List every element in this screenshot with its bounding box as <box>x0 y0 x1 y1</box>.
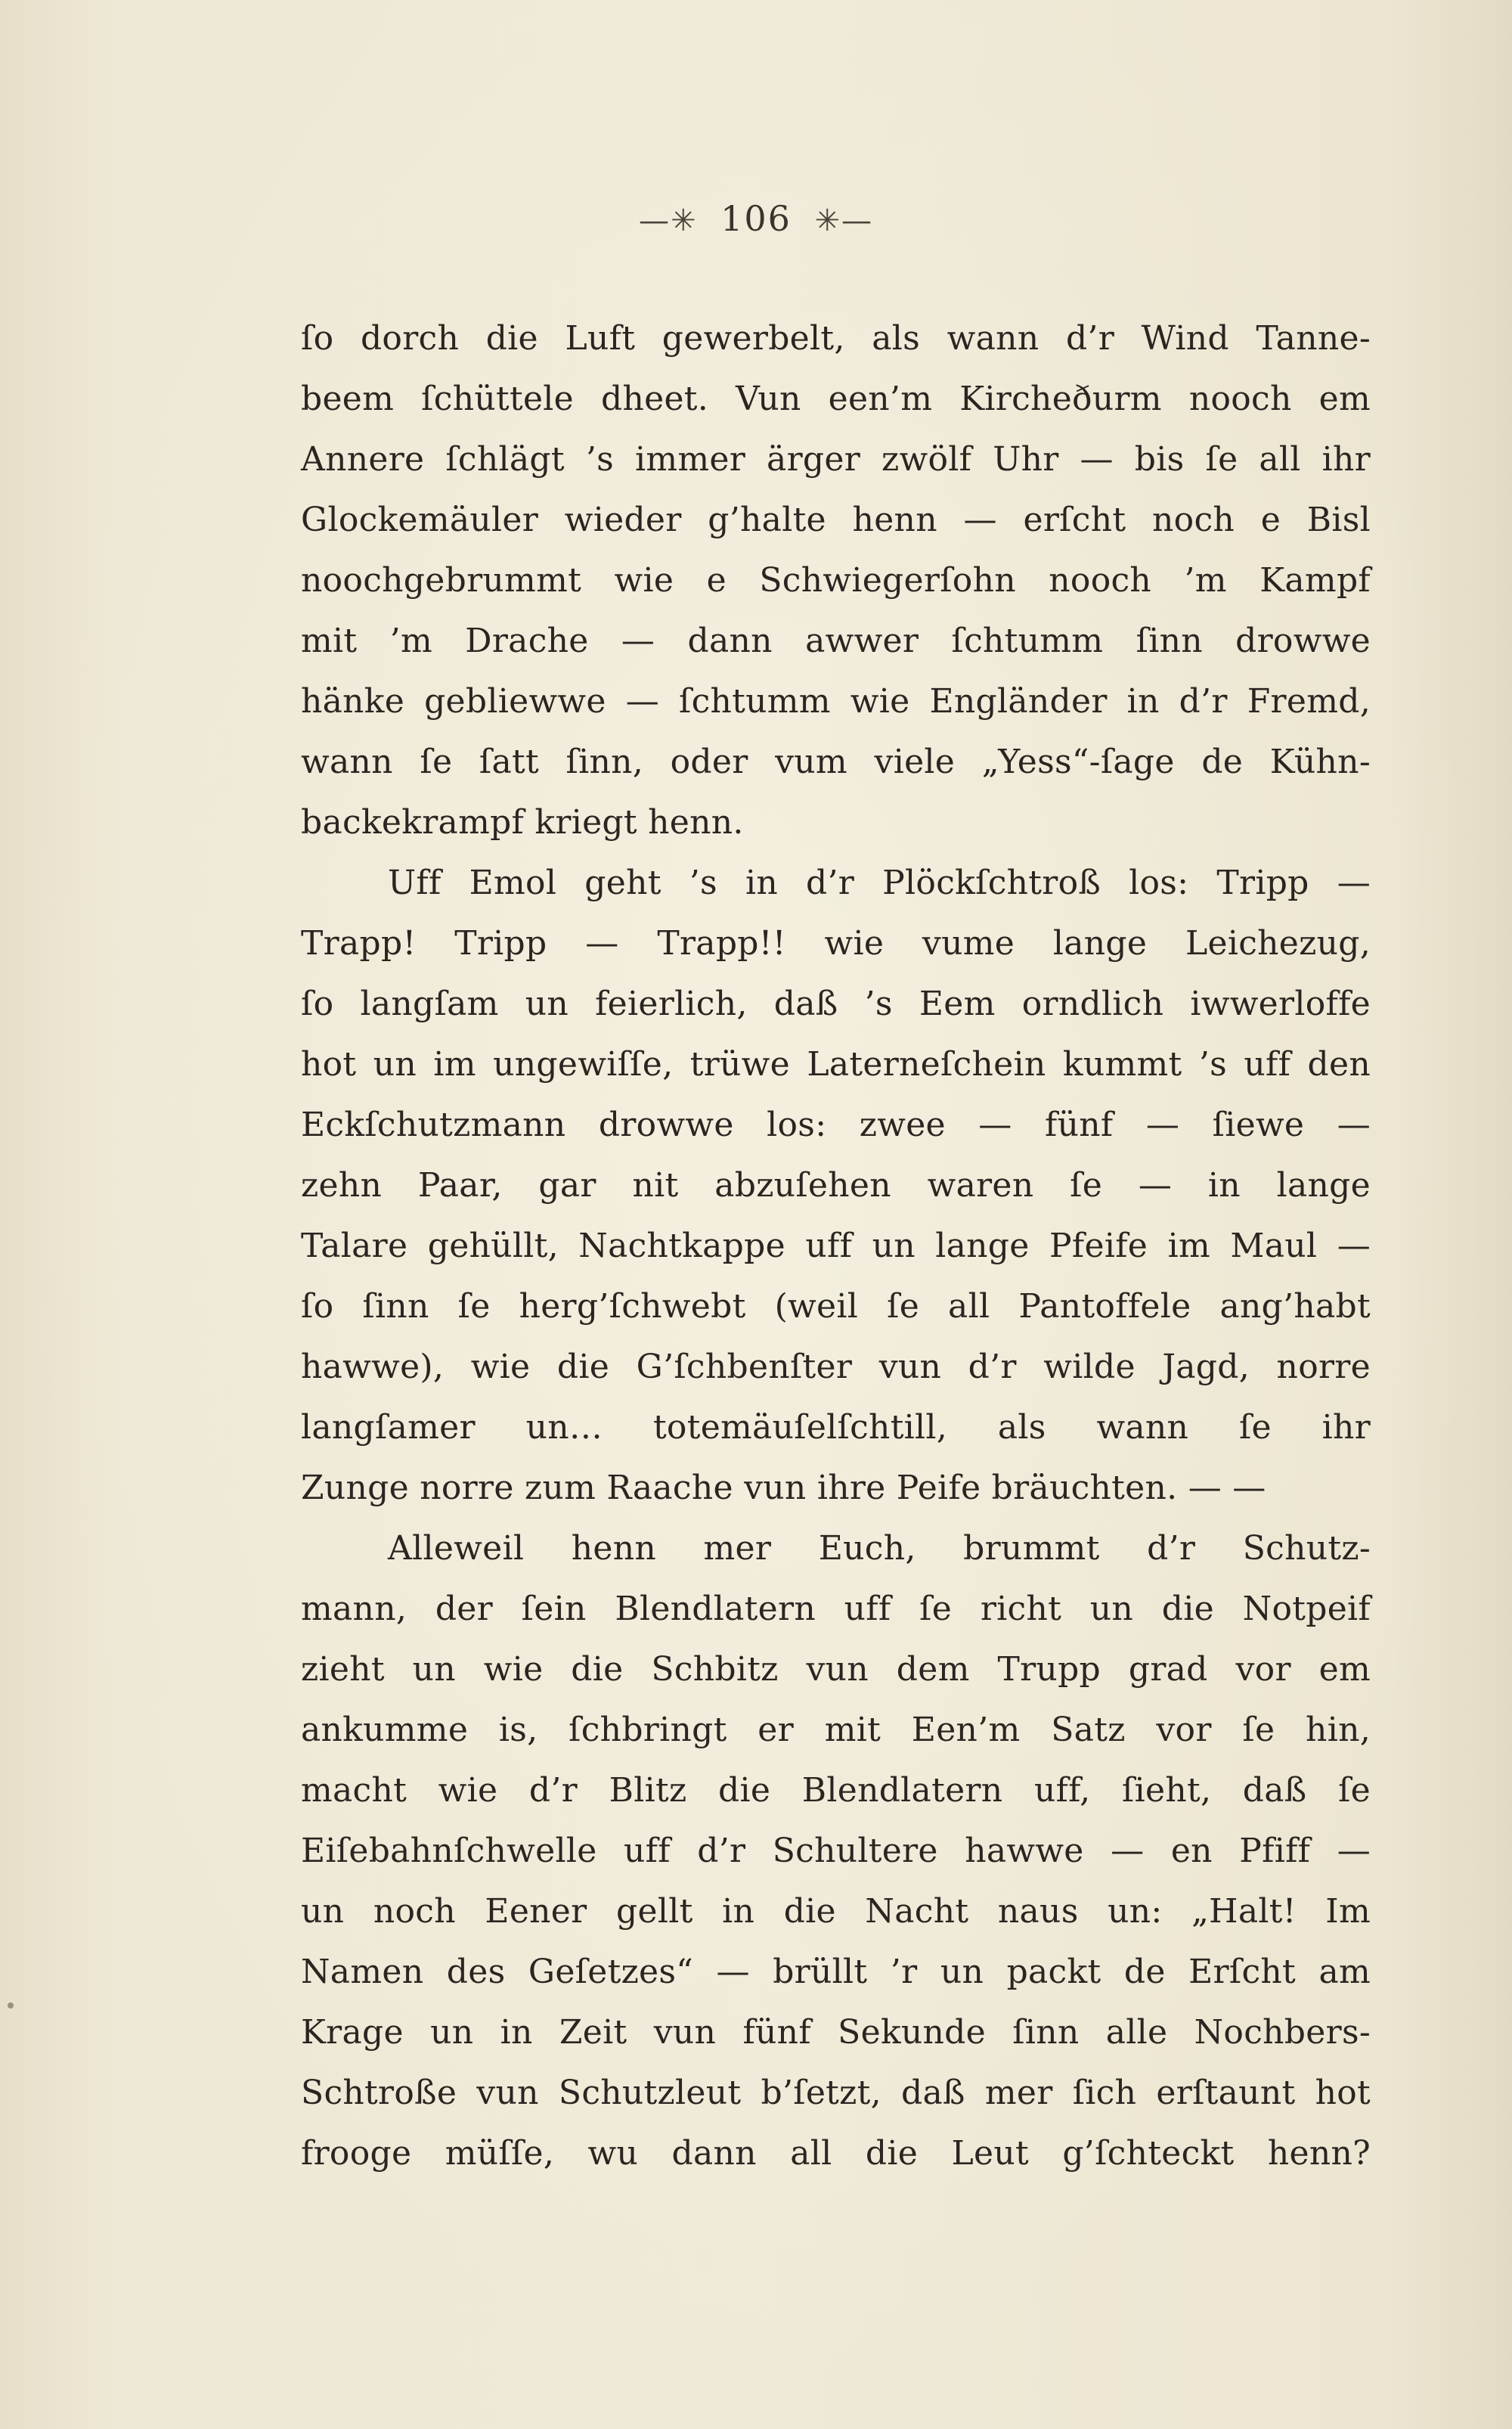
page-number: 106 <box>720 198 792 239</box>
text-line: Glockemäuler wieder g’halte henn — erſcht noch e Bisl <box>301 501 1371 539</box>
text-line: hänke gebliewwe — ſchtumm wie Engländer in d’r Fremd, <box>301 682 1371 721</box>
body-text <box>301 309 1371 2184</box>
text-line: noochgebrummt wie e Schwiegerſohn nooch ’m Kampf <box>301 561 1371 600</box>
text-line: Krage un in Zeit vun fünf Sekunde ſinn alle Nochbers- <box>301 2013 1371 2052</box>
text-line: zieht un wie die Schbitz vun dem Trupp grad vor em <box>301 1650 1371 1689</box>
text-line: ſo langſam un feierlich, daß ’s Eem orndlich iwwerloffe <box>301 985 1371 1023</box>
text-line: ſo dorch die Luft gewerbelt, als wann d’r Wind Tanne- <box>301 319 1371 358</box>
text-line: frooge müſſe, wu dann all die Leut g’ſchteckt henn? <box>301 2134 1371 2173</box>
text-line: hawwe), wie die G’ſchbenſter vun d’r wilde Jagd, norre <box>301 1348 1371 1386</box>
text-line: hot un im ungewiſſe, trüwe Laterneſchein kummt ’s uff den <box>301 1045 1371 1084</box>
text-line: mit ’m Drache — dann awwer ſchtumm ſinn drowwe <box>301 622 1371 660</box>
paper-spot <box>8 2002 14 2009</box>
text-line: macht wie d’r Blitz die Blendlatern uff, ſieht, daß ſe <box>301 1771 1371 1810</box>
text-line: Eiſebahnſchwelle uff d’r Schultere hawwe — en Pfiff — <box>301 1832 1371 1870</box>
text-line: Uff Emol geht ’s in d’r Plöckſchtroß los: Tripp — <box>388 864 1371 902</box>
text-line: backekrampf kriegt henn. <box>301 803 744 842</box>
text-line: Alleweil henn mer Euch, brummt d’r Schutz- <box>388 1529 1371 1568</box>
text-line: Namen des Geſetzes“ — brüllt ’r un packt de Erſcht am <box>301 1953 1371 1991</box>
text-line: beem ſchüttele dheet. Vun een’m Kircheðurm nooch em <box>301 380 1371 418</box>
text-line: wann ſe ſatt ſinn, oder vum viele „Yess“-ſage de Kühn- <box>301 743 1371 781</box>
text-line: Annere ſchlägt ’s immer ärger zwölf Uhr — bis ſe all ihr <box>301 440 1371 479</box>
text-line: mann, der ſein Blendlatern uff ſe richt un die Notpeif <box>301 1590 1371 1628</box>
page-header <box>0 198 1512 239</box>
text-line: Eckſchutzmann drowwe los: zwee — fünf — ſiewe — <box>301 1106 1371 1144</box>
text-line: un noch Eener gellt in die Nacht naus un: „Halt! Im <box>301 1892 1371 1931</box>
text-line: Trapp! Tripp — Trapp!! wie vume lange Leichezug, <box>301 924 1371 963</box>
text-line: zehn Paar, gar nit abzuſehen waren ſe — in lange <box>301 1166 1371 1205</box>
text-line: Zunge norre zum Raache vun ihre Peife bräuchten. — — <box>301 1469 1266 1507</box>
text-line: langſamer un… totemäuſelſchtill, als wann ſe ihr <box>301 1408 1371 1447</box>
text-line: Schtroße vun Schutzleut b’ſetzt, daß mer ſich erſtaunt hot <box>301 2074 1371 2112</box>
text-line: ſo ſinn ſe herg’ſchwebt (weil ſe all Pantoffele ang’habt <box>301 1287 1371 1326</box>
ornament-left: —✳ <box>638 203 698 238</box>
text-line: Talare gehüllt, Nachtkappe uff un lange Pfeife im Maul — <box>301 1227 1371 1265</box>
text-line: ankumme is, ſchbringt er mit Een’m Satz vor ſe hin, <box>301 1711 1371 1749</box>
ornament-right: ✳— <box>814 203 874 238</box>
